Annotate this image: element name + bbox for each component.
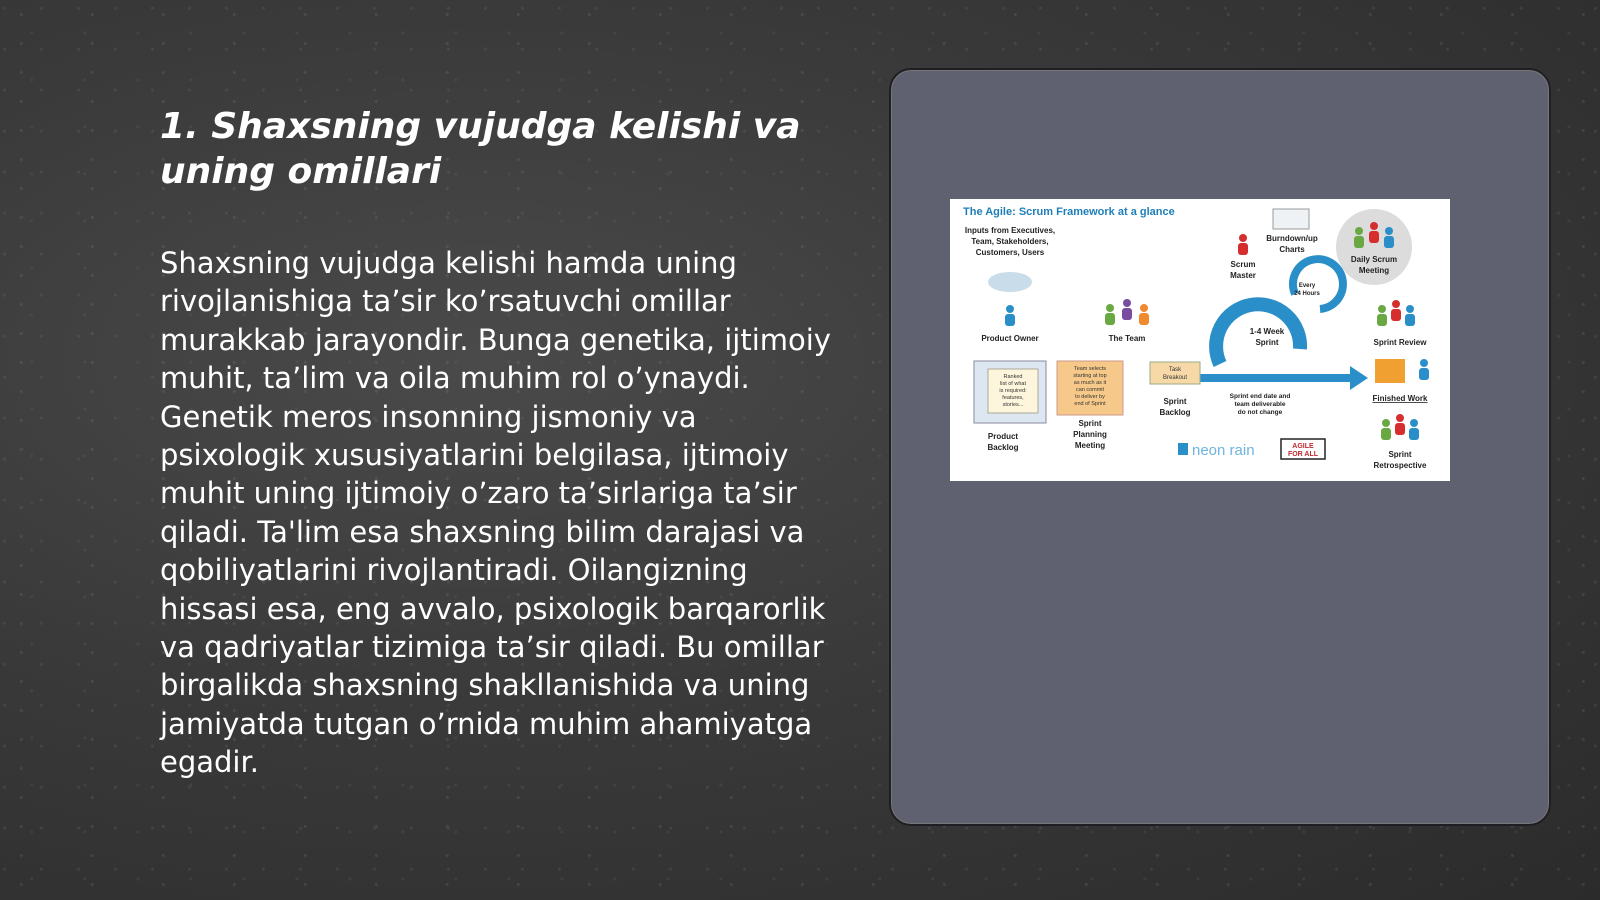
sprint-review-icon [1377, 300, 1415, 326]
svg-text:as much as it: as much as it [1073, 380, 1107, 386]
svg-text:Backlog: Backlog [1159, 408, 1191, 417]
svg-text:Task: Task [1168, 367, 1182, 373]
neon-rain-logo: neon rain [1192, 442, 1255, 459]
svg-text:Product: Product [987, 432, 1019, 441]
svg-text:can commit: can commit [1075, 387, 1105, 393]
svg-text:Sprint: Sprint [1388, 450, 1412, 459]
svg-text:Master: Master [1230, 271, 1256, 280]
svg-text:Burndown/up: Burndown/up [1266, 234, 1318, 243]
sprint-retrospective-icon [1381, 414, 1419, 440]
sprint-planning-label [1073, 419, 1107, 450]
svg-text:AGILE: AGILE [1292, 443, 1314, 450]
svg-text:Scrum: Scrum [1230, 260, 1256, 269]
planning-note-text [1073, 366, 1106, 407]
customer-icon [1419, 359, 1429, 380]
svg-text:Sprint end date and: Sprint end date and [1229, 393, 1291, 400]
sprint-cycle-label [1250, 327, 1285, 347]
svg-text:24 Hours: 24 Hours [1294, 291, 1320, 297]
svg-text:Breakout: Breakout [1162, 375, 1188, 381]
scrum-diagram [950, 199, 1450, 481]
scrum-master-label [1230, 260, 1256, 280]
svg-text:stories...: stories... [1002, 402, 1024, 408]
team-icon [1105, 299, 1149, 325]
svg-text:Team, Stakeholders,: Team, Stakeholders, [971, 237, 1049, 246]
svg-text:Ranked: Ranked [1003, 374, 1023, 380]
svg-text:Planning: Planning [1073, 430, 1107, 439]
svg-text:is required:: is required: [999, 388, 1027, 394]
svg-text:end of Sprint: end of Sprint [1074, 401, 1106, 407]
svg-text:starting at top: starting at top [1073, 373, 1107, 379]
product-backlog-label [987, 432, 1018, 452]
svg-text:1-4 Week: 1-4 Week [1249, 327, 1285, 336]
svg-text:features,: features, [1002, 395, 1024, 401]
finished-work-box-icon [1375, 359, 1405, 383]
svg-text:Retrospective: Retrospective [1373, 461, 1427, 470]
inputs-label [965, 226, 1055, 257]
svg-text:Daily Scrum: Daily Scrum [1350, 255, 1398, 264]
scrum-master-icon [1238, 234, 1248, 255]
svg-text:Meeting: Meeting [1074, 441, 1106, 450]
every-24-hours-label [1294, 283, 1320, 297]
scrum-framework-image [950, 199, 1450, 481]
finished-work-label: Finished Work [1372, 394, 1428, 403]
cloud-icon [988, 272, 1032, 292]
svg-text:Backlog: Backlog [987, 443, 1019, 452]
slide-paragraph: Shaxsning vujudga kelishi hamda uning rivojlanishiga ta’sir ko’rsatuvchi omillar murakkab jarayondir. Bunga genetika, ijtimoiy muhit, ta’lim va oila muhim rol o’ynaydi. Genetik meros insonning jismoniy va psixologik xususiyatlarini belgilasa, ijtimoiy muhit uning ijtimoiy o’zaro ta’sirlariga ta’sir qiladi. Ta'lim esa shaxsning bilim darajasi va qobiliyatlarini rivojlantiradi. Oilangizning hissasi esa, eng avvalo, psixologik barqarorlik va qadriyatlar tizimiga ta’sir qiladi. Bu omillar birgalikda shaxsning shakllanishida va uning jamiyatda tutgan o’rnida muhim ahamiyatga egadir. [160, 246, 831, 780]
svg-text:Sprint: Sprint [1163, 397, 1187, 406]
agile-for-all-text [1288, 443, 1319, 458]
svg-text:team deliverable: team deliverable [1234, 401, 1286, 408]
svg-text:list of what: list of what [1000, 381, 1026, 387]
diagram-title: The Agile: Scrum Framework at a glance [963, 206, 1175, 218]
svg-text:Sprint: Sprint [1078, 419, 1102, 428]
sprint-retrospective-label [1374, 450, 1427, 470]
burndown-label [1266, 234, 1318, 254]
svg-text:do not change: do not change [1237, 409, 1283, 416]
product-owner-icon [1005, 305, 1015, 326]
svg-text:Inputs from Executives,: Inputs from Executives, [964, 226, 1056, 235]
sprint-review-label: Sprint Review [1373, 338, 1427, 347]
svg-text:to deliver by: to deliver by [1075, 394, 1105, 400]
slide-title: 1. Shaxsning vujudga kelishi va uning omillari [160, 106, 801, 192]
svg-text:Charts: Charts [1279, 245, 1305, 254]
svg-text:Every: Every [1298, 283, 1316, 289]
svg-text:FOR ALL: FOR ALL [1287, 451, 1319, 458]
team-label: The Team [1108, 334, 1146, 343]
svg-text:Sprint: Sprint [1255, 338, 1279, 347]
burndown-chart-icon [1273, 209, 1309, 229]
svg-text:Team selects: Team selects [1073, 366, 1107, 372]
sprint-end-note [1230, 393, 1291, 416]
svg-text:Meeting: Meeting [1358, 266, 1390, 275]
product-owner-label: Product Owner [981, 334, 1039, 343]
neon-rain-logo-icon [1178, 443, 1188, 455]
sprint-backlog-label [1159, 397, 1190, 417]
svg-text:Customers, Users: Customers, Users [975, 248, 1045, 257]
